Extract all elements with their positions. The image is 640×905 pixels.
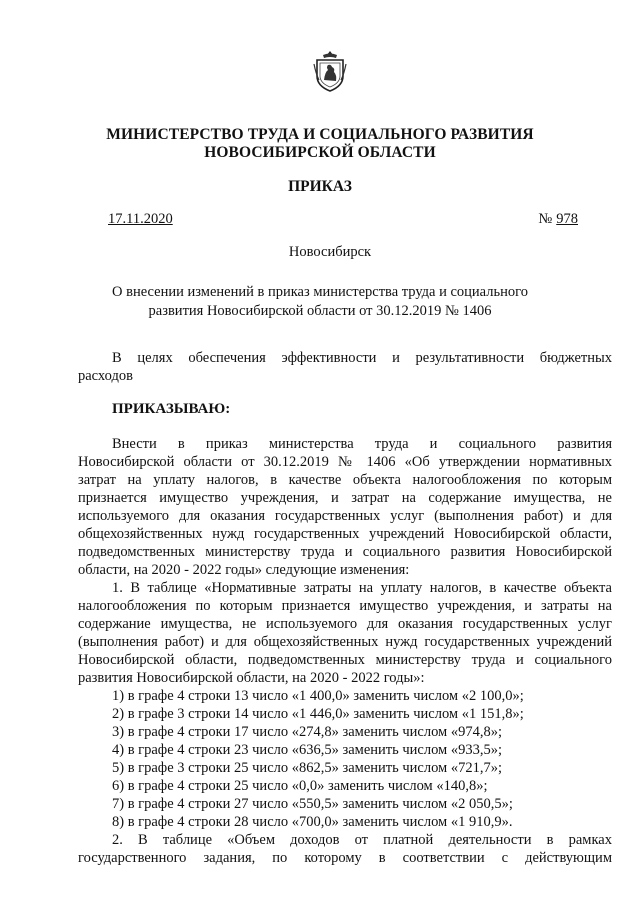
body-line: Новосибирской области, подведомственных министерству труда и социального bbox=[78, 652, 612, 668]
list-item: 8) в графе 4 строки 28 число «700,0» заменить числом «1 910,9». bbox=[112, 814, 513, 830]
ministry-name-line2: НОВОСИБИРСКОЙ ОБЛАСТИ bbox=[204, 144, 436, 161]
body-line: (выполнения работ) и для общехозяйственных нужд государственных учреждений bbox=[78, 634, 612, 650]
list-item: 2) в графе 3 строки 14 число «1 446,0» заменить числом «1 151,8»; bbox=[112, 706, 524, 722]
subject-line-1: О внесении изменений в приказ министерства труда и социального bbox=[112, 284, 528, 300]
document-date: 17.11.2020 bbox=[108, 211, 173, 227]
body-line: Новосибирской области от 30.12.2019 № 1406 «Об утверждении нормативных bbox=[78, 454, 612, 470]
list-item: 7) в графе 4 строки 27 число «550,5» заменить числом «2 050,5»; bbox=[112, 796, 513, 812]
list-item: 3) в графе 4 строки 17 число «274,8» заменить числом «974,8»; bbox=[112, 724, 503, 740]
subject-line-2: развития Новосибирской области от 30.12.2019 № 1406 bbox=[148, 303, 492, 319]
number-value: 978 bbox=[556, 211, 578, 227]
list-item: 6) в графе 4 строки 25 число «0,0» заменить числом «140,8»; bbox=[112, 778, 488, 794]
document-number bbox=[538, 211, 578, 228]
body-line: области, на 2020 - 2022 годы» следующие изменения: bbox=[78, 562, 410, 578]
list-item: 5) в графе 3 строки 25 число «862,5» заменить числом «721,7»; bbox=[112, 760, 503, 776]
body-line: Внести в приказ министерства труда и социального развития bbox=[112, 436, 612, 452]
body-line: затрат на уплату налогов, в качестве объекта налогообложения по которым bbox=[78, 472, 612, 488]
coat-of-arms-icon bbox=[313, 50, 347, 92]
command-heading: ПРИКАЗЫВАЮ: bbox=[112, 401, 231, 417]
body-line: общехозяйственных нужд государственных учреждений Новосибирской области, bbox=[78, 526, 612, 542]
body-line: государственного задания, по которому в соответствии с действующим bbox=[78, 850, 612, 866]
body-line: развития Новосибирской области, на 2020 - 2022 годы»: bbox=[78, 670, 425, 686]
preamble-line: расходов bbox=[78, 368, 133, 384]
city: Новосибирск bbox=[288, 244, 372, 260]
list-item: 1) в графе 4 строки 13 число «1 400,0» заменить числом «2 100,0»; bbox=[112, 688, 524, 704]
body-line: налогообложения по которым признается имущество учреждения, и затраты на bbox=[78, 598, 612, 614]
body-line: 2. В таблице «Объем доходов от платной деятельности в рамках bbox=[112, 832, 612, 848]
list-item: 4) в графе 4 строки 23 число «636,5» заменить числом «933,5»; bbox=[112, 742, 503, 758]
preamble-line: В целях обеспечения эффективности и результативности бюджетных bbox=[112, 350, 612, 366]
body-line: используемого для оказания государственных услуг (выполнения работ) и для bbox=[78, 508, 612, 524]
number-sign: № bbox=[538, 211, 553, 227]
body-line: подведомственных министерству труда и социального развития Новосибирской bbox=[78, 544, 612, 560]
ministry-name-line1: МИНИСТЕРСТВО ТРУДА И СОЦИАЛЬНОГО РАЗВИТИЯ bbox=[106, 126, 534, 143]
document-type: ПРИКАЗ bbox=[288, 178, 352, 195]
body-line: содержание имущества, не используемого для оказания государственных услуг bbox=[78, 616, 612, 632]
body-line: 1. В таблице «Нормативные затраты на уплату налогов, в качестве объекта bbox=[112, 580, 612, 596]
body-line: признается имущество учреждения, и затрат на содержание имущества, не bbox=[78, 490, 612, 506]
